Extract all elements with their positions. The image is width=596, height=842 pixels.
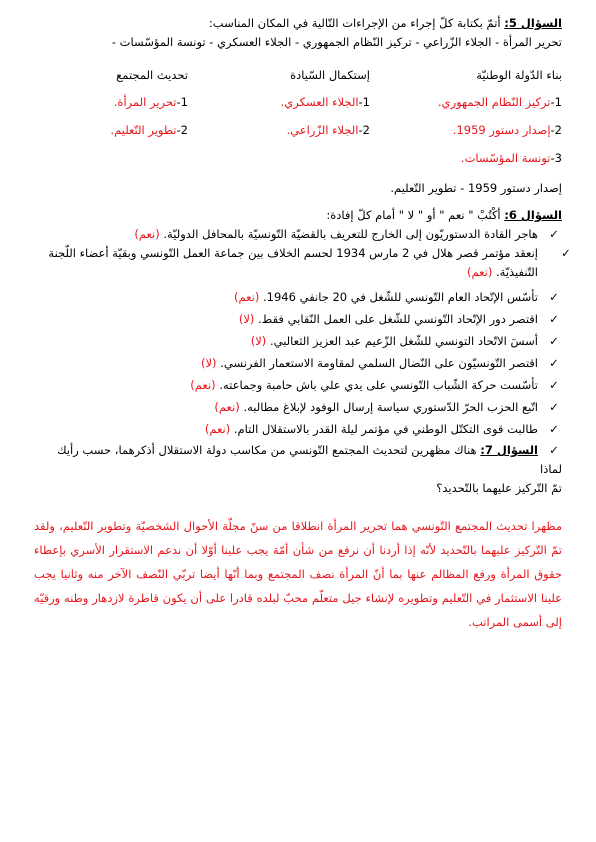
list-item: 3-تونسة المؤسّسات. [460,151,562,165]
q5-label: السؤال 5: [504,16,562,30]
check-icon: ✓ [549,227,559,241]
statement-item: ✓تأسّس الإتّحاد العام التّونسي للشّغل في 20 جانفي 1946. (نعم) [34,288,562,307]
statement-item: ✓تأسّست حركة الشّباب التّونسي على يدي علي باش حامبة وجماعته. (نعم) [34,376,562,395]
column-national-state [370,66,562,177]
q7-heading [34,441,562,479]
statement-item: ✓اتّبع الحزب الحرّ الدّستوري سياسة إرسال الوفود لإبلاغ مطالبه. (نعم) [34,398,562,417]
check-icon: ✓ [549,312,559,326]
statement-item: ✓إنعقد مؤتمر قصر هلال في 2 مارس 1934 لحسم الخلاف بين جماعة العمل التّونسي وبقيّة أعضاء اللّجنة التّنفيذيّة. (نعم) [48,246,571,279]
list-item: 1-تحرير المرأة. [113,95,188,109]
column-header: إستكمال السّيادة [290,68,370,82]
statement-item: ✓أسسَ الاتّحاد التونسي للشّغل الزّعيم عبد العزيز الثعالبي. (لا) [34,332,562,351]
check-icon: ✓ [549,400,559,414]
q5-prompt: أتمّ بكتابة كلّ إجراء من الإجراءات التّالية في المكان المناسب: [208,16,505,30]
q6-label: السؤال 6: [504,208,562,222]
q6-heading [34,206,562,225]
check-icon: ✓ [549,290,559,304]
column-header: بناء الدّولة الوطنيّة [476,68,562,82]
q7-label: السؤال 7: [480,443,538,457]
q7-prompt-line1: هناك مظهرين لتحديث المجتمع التّونسي من مكاسب دولة الاستقلال أذكرهما، حسب رأيك لماذا [57,443,562,476]
check-icon: ✓ [561,246,571,260]
statement-item: ✓اقتصر دور الإتّحاد التّونسي للشّغل على العمل النّقابي فقط. (لا) [34,310,562,329]
column-header: تحديث المجتمع [116,68,188,82]
q6-prompt: أكْتُبْ " نعم " أو " لا " أمام كلّ إفادة: [326,208,505,222]
q7-prompt-line2: تمّ التّركيز عليهما بالتّحديد؟ [436,481,562,495]
list-item: 2-تطوير التّعليم. [110,123,188,137]
q7-answer: مظهرا تحديث المجتمع التّونسي هما تحرير المرأة انطلاقا من سنّ مجلّة الأحوال الشخصيّة وتطوير التّعليم، ولقد تمّ التّركيز عليهما بالتّحديد لأنّه إذا أردنا أن نرفع من شأن أمّة يجب علينا أوّلا أن ندعم الاستقرار الأسري بإعطاء حقوق المرأة ورفع المظالم عنها بما أنّ المرأة نصف المجتمع وبما أنّها أيضا تربّي النّصف الآخر منه وثانيا يجب علينا الاستثمار في التّعليم وتطويره لإنشاء جيل متعلّم محبّ لبلده قادرا على أن يكون قاطرة لازدهار وطنه ورقيّه إلى أسمى المراتب. [34,519,562,629]
check-icon: ✓ [549,422,559,436]
q5-options: تحرير المرأة - الجلاء الزّراعي - تركيز النّظام الجمهوري - الجلاء العسكري - تونسة المؤسّسات - [111,35,562,49]
column-sovereignty [188,66,370,177]
q5-extra-line: إصدار دستور 1959 - تطوير التّعليم. [390,181,562,195]
statement-item: ✓اقتصر التّونسيّون على النّضال السلمي لمقاومة الاستعمار الفرنسي. (لا) [34,354,562,373]
q5-columns [34,66,562,177]
column-modernization [34,66,188,177]
check-icon: ✓ [549,378,559,392]
list-item: 2-الجلاء الزّراعي. [286,123,370,137]
list-item: 1-تركيز النّظام الجمهوري. [437,95,562,109]
q5-heading [34,14,562,33]
check-icon: ✓ [549,356,559,370]
statement-item: ✓طالبت قوى التكتّل الوطني في مؤتمر ليلة القدر بالاستقلال التام. (نعم) [34,420,562,439]
statement-item: ✓هاجر القادة الدستوريّون إلى الخارج للتعريف بالقضيّة التّونسيّة بالمحافل الدوليّة. (نعم) [34,225,562,244]
check-icon: ✓ [549,334,559,348]
list-item: 2-إصدار دستور 1959. [452,123,562,137]
list-item: 1-الجلاء العسكري. [280,95,370,109]
check-icon: ✓ [549,443,559,457]
